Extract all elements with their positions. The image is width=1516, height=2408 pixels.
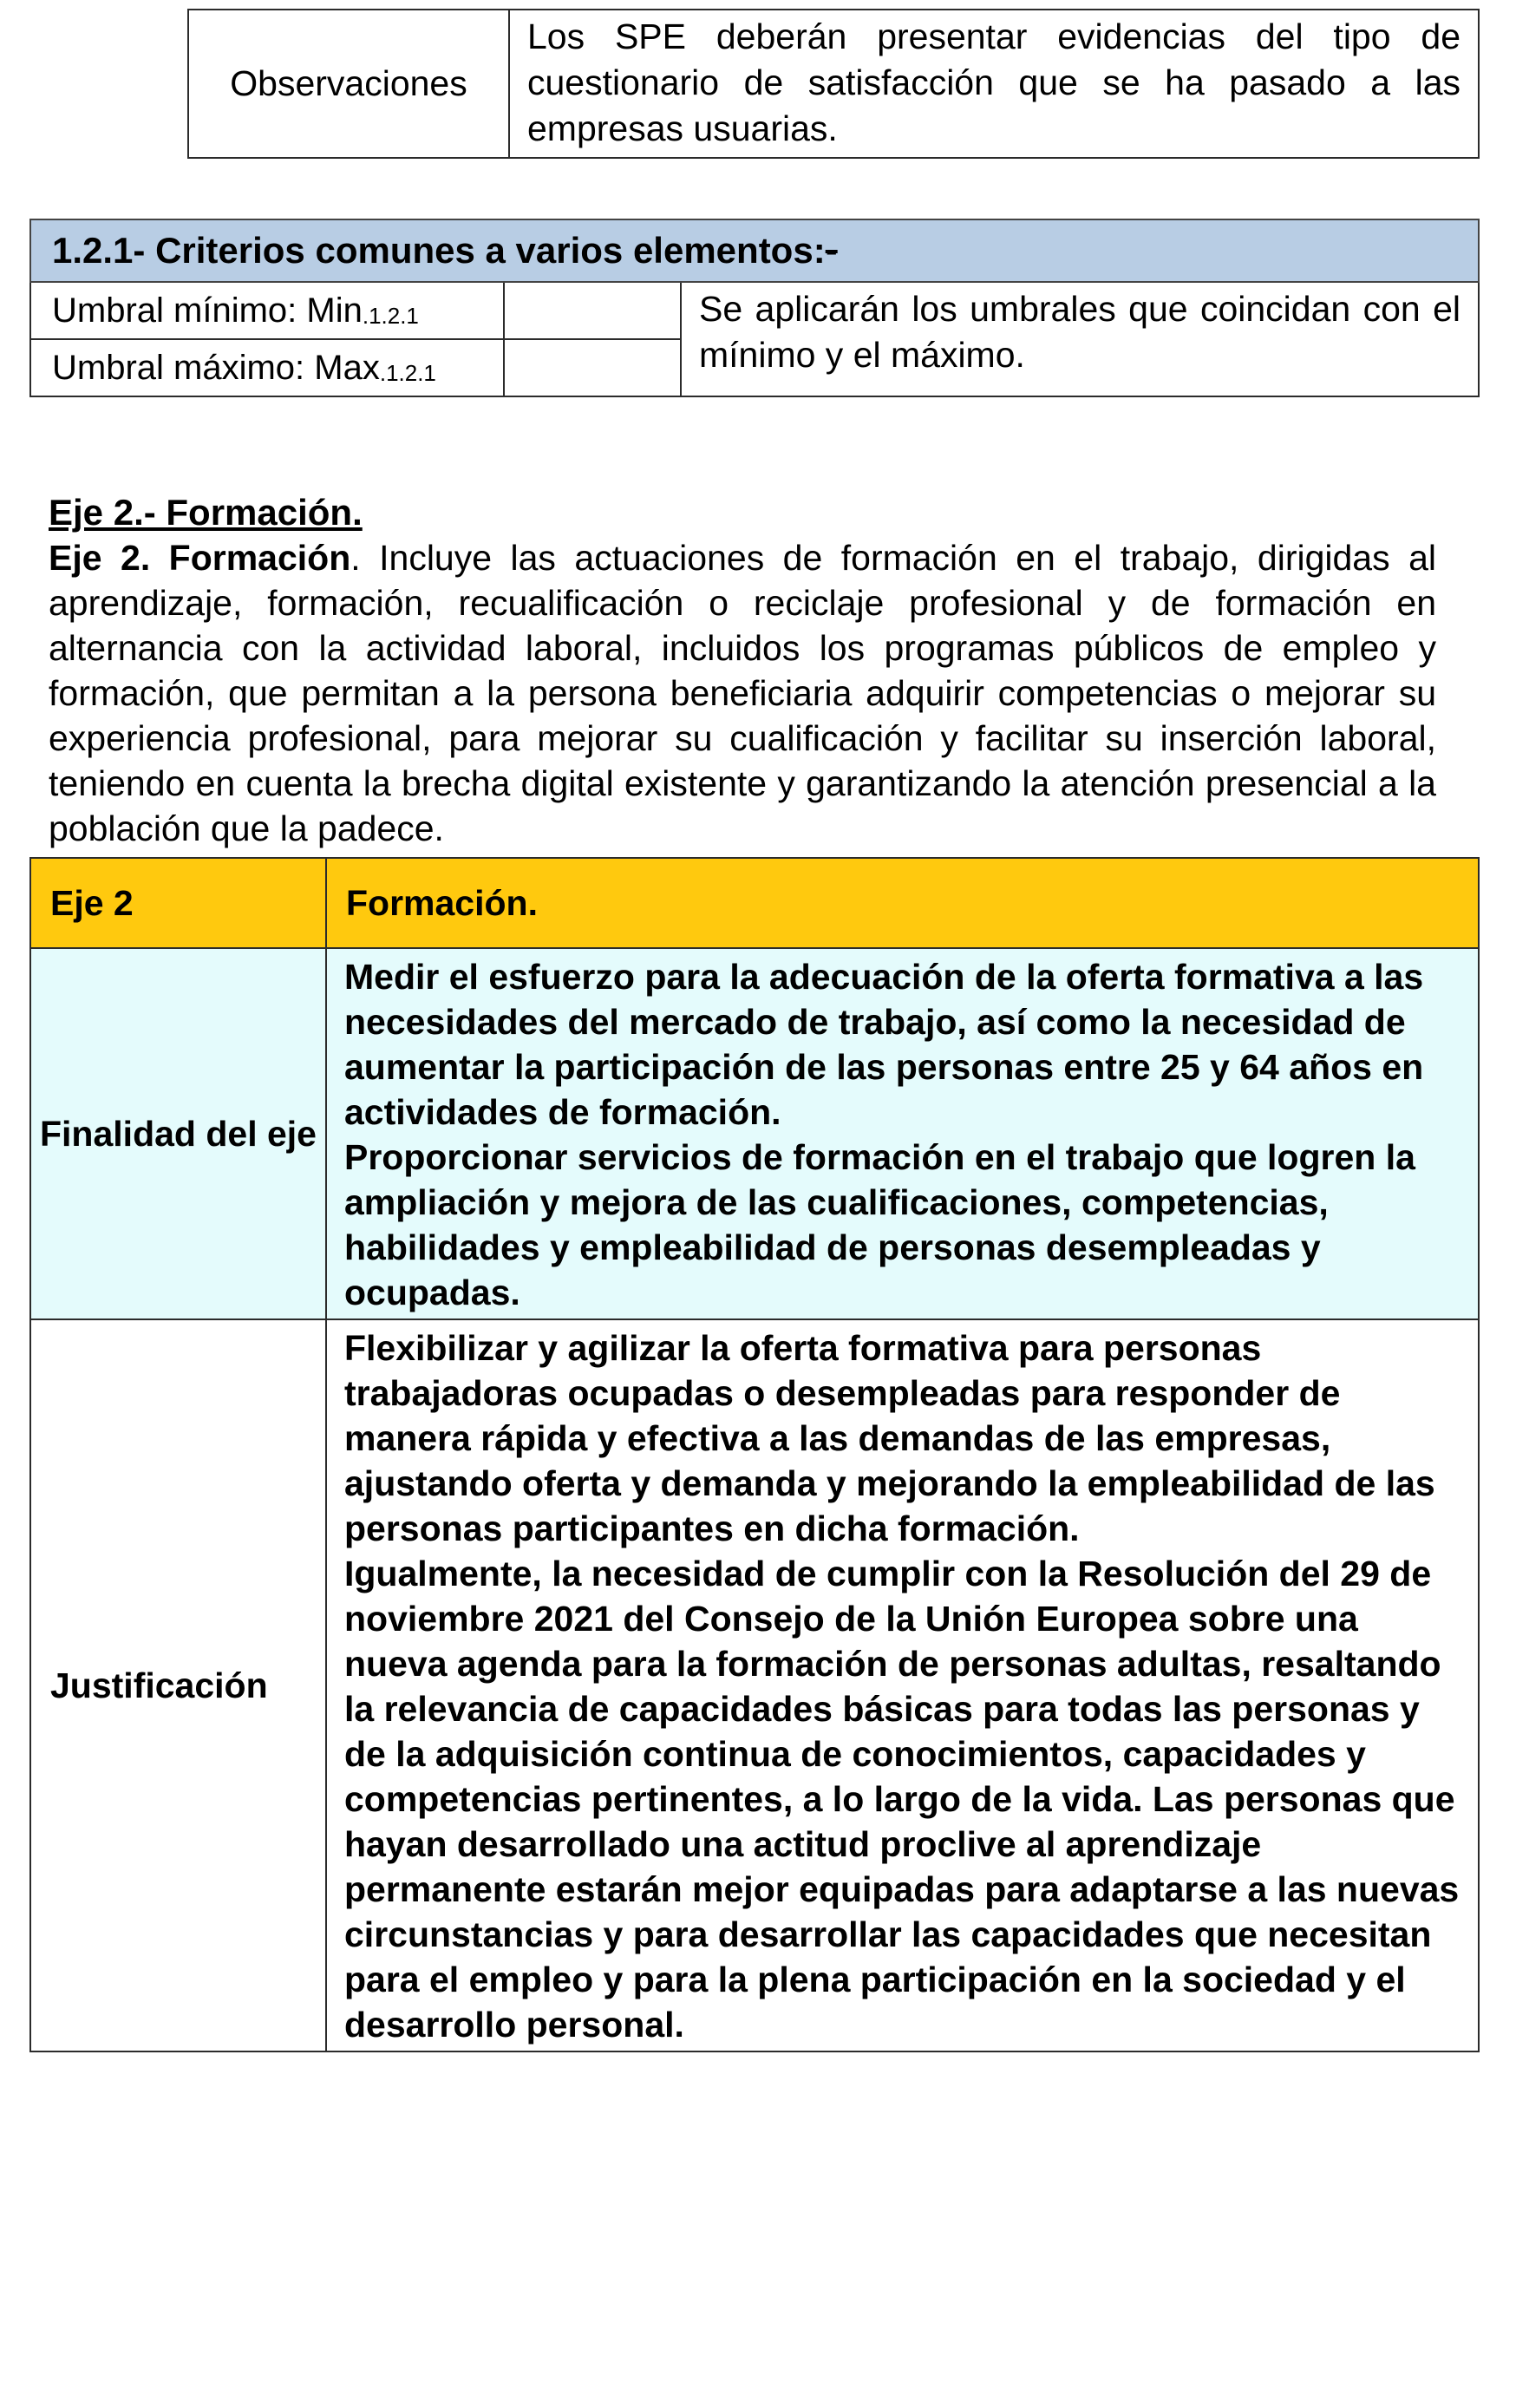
umbral-max-label: Umbral máximo: Max [52,348,380,387]
umbral-max-sub: .1.2.1 [379,359,436,386]
observaciones-table [187,9,1480,159]
umbral-min-label: Umbral mínimo: Min [52,291,363,330]
finalidad-paragraph-1: Medir el esfuerzo para la adecuación de la oferta formativa a las necesidades del mercado de trabajo, así como la necesidad de aumentar la participación de las personas entre 25 y 64 años en actividades de formación. [344,957,1424,1132]
observaciones-row [188,10,1479,158]
umbral-max-cell [30,339,504,396]
umbrales-note: Se aplicarán los umbrales que coincidan con el mínimo y el máximo. [681,282,1479,396]
finalidad-text [326,948,1479,1319]
umbral-max-value [504,339,681,396]
eje2-intro-paragraph [49,535,1436,851]
criterios-table [29,219,1480,397]
eje2-label: Eje 2 [30,858,326,948]
justificacion-paragraph-1: Flexibilizar y agilizar la oferta formativa para personas trabajadoras ocupadas o desempleadas para responder de manera rápida y efectiva a las demandas de las empresas, ajustando oferta y demanda y mejorando la empleabilidad de las personas participantes en dicha formación. [344,1328,1435,1548]
umbral-min-value [504,282,681,339]
finalidad-row [30,948,1479,1319]
justificacion-row [30,1319,1479,2051]
eje2-table [29,857,1480,2052]
justificacion-paragraph-2: Igualmente, la necesidad de cumplir con la Resolución del 29 de noviembre 2021 del Consejo de la Unión Europea sobre una nueva agenda para la formación de personas adultas, resaltando la relevancia de capacidades básicas para todas las personas y de la adquisición continua de conocimientos, capacidades y competencias pertinentes, a lo largo de la vida. Las personas que hayan desarrollado una actitud proclive al aprendizaje permanente estarán mejor equipadas para adaptarse a las nuevas circunstancias y para desarrollar las capacidades que necesitan para el empleo y para la plena participación en la sociedad y el desarrollo personal. [344,1554,1460,2045]
umbral-min-cell [30,282,504,339]
criterios-header-strike: - [825,230,838,271]
finalidad-paragraph-2: Proporcionar servicios de formación en el trabajo que logren la ampliación y mejora de las cualificaciones, competencias, habilidades y empleabilidad de personas desempleadas y ocupadas. [344,1137,1415,1312]
criterios-header-text: 1.2.1- Criterios comunes a varios elementos: [52,230,826,271]
eje2-intro-text: . Incluye las actuaciones de formación en el trabajo, dirigidas al aprendizaje, formación, recualificación o reciclaje profesional y de formación en alternancia con la actividad laboral, incluidos los programas públicos de empleo y formación, que permitan a la persona beneficiaria adquirir competencias o mejorar su experiencia profesional, para mejorar su cualificación y facilitar su inserción laboral, teniendo en cuenta la brecha digital existente y garantizando la atención presencial a la población que la padece. [49,538,1436,848]
finalidad-label: Finalidad del eje [30,948,326,1319]
umbral-min-sub: .1.2.1 [362,302,419,329]
observaciones-label: Observaciones [188,10,509,158]
eje2-heading: Eje 2.- Formación. [49,492,363,533]
observaciones-text: Los SPE deberán presentar evidencias del tipo de cuestionario de satisfacción que se ha pasado a las empresas usuarias. [509,10,1479,158]
eje2-intro-bold: Eje 2. Formación [49,538,351,578]
criterios-header [30,219,1479,282]
eje2-header-row [30,858,1479,948]
eje2-value: Formación. [326,858,1479,948]
justificacion-text [326,1319,1479,2051]
justificacion-label: Justificación [30,1319,326,2051]
